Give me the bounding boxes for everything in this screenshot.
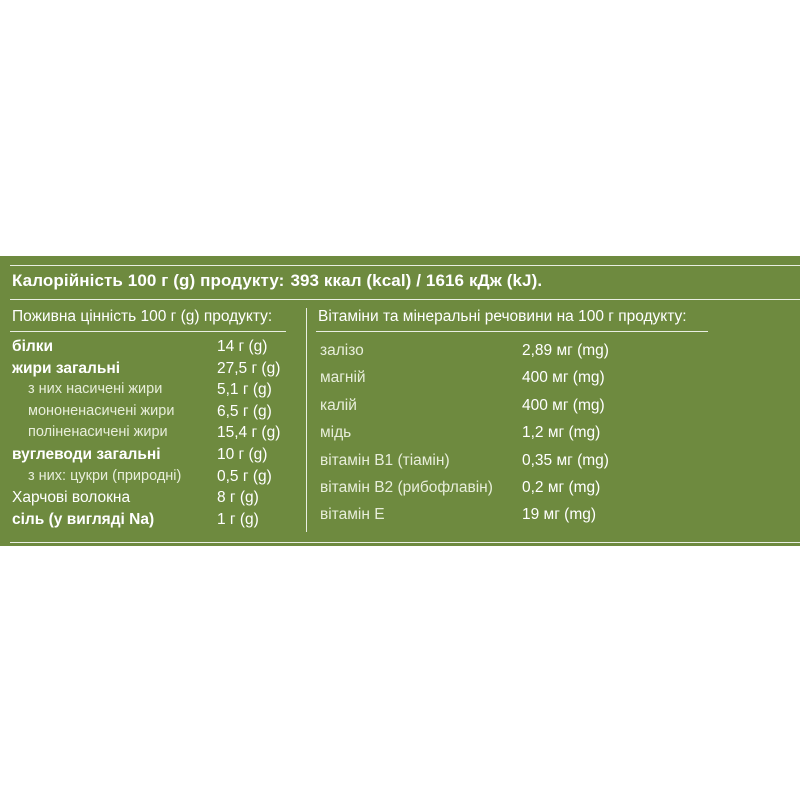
vitamin-row: [320, 337, 720, 364]
nutrient-value: 6,5 г (g): [217, 402, 272, 420]
nutrient-label: поліненасичені жири: [28, 424, 168, 441]
nutrient-value: 8 г (g): [217, 489, 259, 507]
vitamin-label: вітамін Е: [320, 506, 385, 524]
nutrition-row: [12, 336, 302, 358]
nutrition-row: [12, 466, 302, 488]
vitamin-value: 0,35 мг (mg): [522, 451, 609, 469]
nutrition-panel: [0, 256, 800, 546]
vitamin-value: 0,2 мг (mg): [522, 478, 601, 496]
nutrient-value: 0,5 г (g): [217, 467, 272, 485]
nutrition-row: [12, 487, 302, 509]
nutrient-value: 15,4 г (g): [217, 424, 281, 442]
vitamin-row: [320, 447, 720, 474]
vitamin-row: [320, 419, 720, 446]
vitamin-label: мідь: [320, 424, 352, 442]
nutrition-list: [12, 336, 302, 530]
nutrient-label: з них: цукри (природні): [28, 467, 182, 484]
nutrient-label: жири загальні: [12, 359, 121, 377]
nutrient-value: 14 г (g): [217, 338, 268, 355]
calories-value: 393 ккал (kcal) / 1616 кДж (kJ).: [290, 271, 543, 290]
vitamin-row: [320, 501, 720, 528]
vitamin-value: 19 мг (mg): [522, 506, 597, 524]
vitamin-value: 1,2 мг (mg): [522, 424, 601, 442]
vitamin-label: калій: [320, 396, 357, 414]
vitamin-label: залізо: [320, 342, 364, 359]
vitamins-list: [320, 337, 720, 529]
nutrient-label: білки: [12, 338, 54, 355]
bottom-divider: [10, 542, 800, 543]
nutrient-label: вуглеводи загальні: [12, 445, 161, 463]
nutrition-title-underline: [10, 331, 286, 332]
vitamins-title-underline: [316, 331, 708, 332]
vitamin-row: [320, 474, 720, 501]
nutrient-value: 5,1 г (g): [217, 381, 272, 399]
column-divider: [306, 308, 307, 532]
nutrient-label: мононенасичені жири: [28, 402, 175, 419]
vitamin-label: магній: [320, 369, 366, 387]
vitamin-value: 2,89 мг (mg): [522, 342, 609, 359]
calories-line: [12, 271, 542, 291]
vitamins-title: Вітаміни та мінеральні речовини на 100 г продукту:: [318, 308, 687, 325]
nutrition-row: [12, 422, 302, 444]
nutrition-row: [12, 358, 302, 380]
calories-label: Калорійність 100 г (g) продукту:: [12, 271, 285, 290]
top-divider: [10, 265, 800, 266]
nutrition-row: [12, 444, 302, 466]
vitamin-row: [320, 364, 720, 391]
nutrient-value: 27,5 г (g): [217, 359, 281, 377]
vitamin-value: 400 мг (mg): [522, 396, 605, 414]
vitamin-label: вітамін В2 (рибофлавін): [320, 478, 493, 496]
vitamin-label: вітамін В1 (тіамін): [320, 451, 450, 469]
nutrient-value: 1 г (g): [217, 510, 259, 528]
nutrition-title: Поживна цінність 100 г (g) продукту:: [12, 308, 273, 325]
nutrition-row: [12, 379, 302, 401]
nutrition-row: [12, 401, 302, 423]
nutrient-label: Харчові волокна: [12, 489, 131, 507]
calories-divider: [10, 299, 800, 300]
vitamin-row: [320, 392, 720, 419]
nutrient-value: 10 г (g): [217, 445, 268, 463]
vitamin-value: 400 мг (mg): [522, 369, 605, 387]
nutrient-label: сіль (у вигляді Na): [12, 510, 155, 528]
nutrient-label: з них насичені жири: [28, 381, 163, 398]
nutrition-row: [12, 509, 302, 531]
